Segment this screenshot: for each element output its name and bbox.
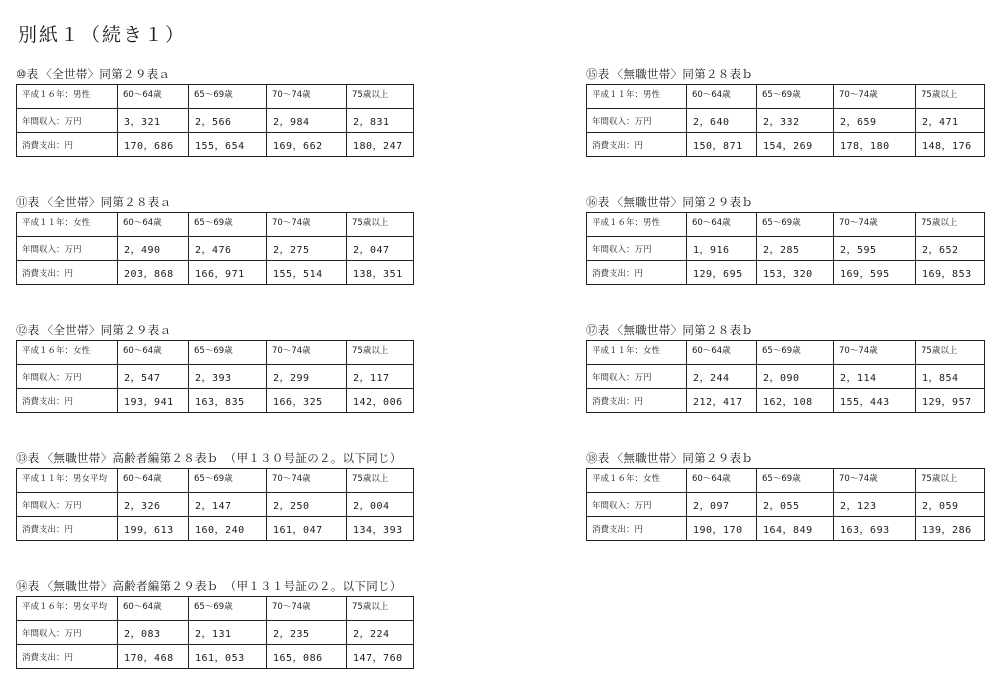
table-cell: 2，285 bbox=[757, 237, 834, 261]
row-label: 消費支出：円 bbox=[587, 133, 687, 157]
table-cell: 2，244 bbox=[687, 365, 757, 389]
table-cell: 170，468 bbox=[118, 645, 189, 669]
table-cell: 155，654 bbox=[189, 133, 267, 157]
data-table bbox=[16, 340, 414, 413]
table-cell: 1，854 bbox=[916, 365, 985, 389]
table-title: 〈全世帯〉同第２８表ａ bbox=[41, 195, 172, 209]
header-cell: 75歳以上 bbox=[347, 469, 414, 493]
table-cell: 165，086 bbox=[267, 645, 347, 669]
table-row bbox=[587, 365, 985, 389]
header-cell: 65～69歳 bbox=[189, 213, 267, 237]
table-header-row bbox=[17, 213, 414, 237]
table-caption bbox=[586, 450, 985, 466]
row-label: 消費支出：円 bbox=[17, 645, 118, 669]
table-cell: 155，514 bbox=[267, 261, 347, 285]
table-cell: 160，240 bbox=[189, 517, 267, 541]
table-cell: 2，047 bbox=[347, 237, 414, 261]
table-cell: 2，250 bbox=[267, 493, 347, 517]
table-caption bbox=[586, 194, 985, 210]
table-block-16 bbox=[586, 194, 985, 285]
table-caption bbox=[16, 450, 414, 466]
header-cell: 60～64歳 bbox=[687, 213, 757, 237]
data-table bbox=[16, 596, 414, 669]
table-cell: 2，984 bbox=[267, 109, 347, 133]
table-cell: 2，547 bbox=[118, 365, 189, 389]
table-cell: 169，853 bbox=[916, 261, 985, 285]
header-cell: 60～64歳 bbox=[687, 85, 757, 109]
data-table bbox=[586, 84, 985, 157]
data-table bbox=[16, 84, 414, 157]
header-cell: 70～74歳 bbox=[267, 469, 347, 493]
table-cell: 2，224 bbox=[347, 621, 414, 645]
table-cell: 2，147 bbox=[189, 493, 267, 517]
table-cell: 2，471 bbox=[916, 109, 985, 133]
table-cell: 193，941 bbox=[118, 389, 189, 413]
table-row bbox=[587, 493, 985, 517]
header-cell: 70～74歳 bbox=[834, 341, 916, 365]
row-label: 消費支出：円 bbox=[17, 389, 118, 413]
table-caption bbox=[586, 322, 985, 338]
row-label: 年間収入：万円 bbox=[17, 237, 118, 261]
table-cell: 2，123 bbox=[834, 493, 916, 517]
header-cell: 70～74歳 bbox=[834, 85, 916, 109]
header-cell: 平成１６年：男性 bbox=[17, 85, 118, 109]
table-cell: 2，090 bbox=[757, 365, 834, 389]
header-cell: 75歳以上 bbox=[916, 341, 985, 365]
table-cell: 1，916 bbox=[687, 237, 757, 261]
table-row bbox=[17, 133, 414, 157]
table-row bbox=[587, 237, 985, 261]
table-block-14 bbox=[16, 578, 414, 669]
header-cell: 60～64歳 bbox=[118, 85, 189, 109]
table-header-row bbox=[587, 213, 985, 237]
table-cell: 163，835 bbox=[189, 389, 267, 413]
table-cell: 2，083 bbox=[118, 621, 189, 645]
header-cell: 平成１１年：男女平均 bbox=[17, 469, 118, 493]
table-caption bbox=[16, 578, 414, 594]
header-cell: 70～74歳 bbox=[267, 213, 347, 237]
table-cell: 2，004 bbox=[347, 493, 414, 517]
table-number: ⑭表 bbox=[16, 579, 40, 593]
table-header-row bbox=[587, 341, 985, 365]
header-cell: 60～64歳 bbox=[687, 341, 757, 365]
table-cell: 170，686 bbox=[118, 133, 189, 157]
table-cell: 2，659 bbox=[834, 109, 916, 133]
header-cell: 平成１１年：女性 bbox=[17, 213, 118, 237]
header-cell: 70～74歳 bbox=[267, 85, 347, 109]
table-row bbox=[17, 517, 414, 541]
header-cell: 75歳以上 bbox=[347, 85, 414, 109]
table-caption bbox=[16, 322, 414, 338]
table-caption bbox=[586, 66, 985, 82]
table-cell: 162，108 bbox=[757, 389, 834, 413]
table-row bbox=[587, 389, 985, 413]
table-title: 〈無職世帯〉同第２８表ｂ bbox=[611, 323, 754, 337]
table-block-12 bbox=[16, 322, 414, 413]
table-cell: 2，117 bbox=[347, 365, 414, 389]
table-title: 〈無職世帯〉高齢者編第２８表ｂ （甲１３０号証の２。以下同じ） bbox=[41, 451, 402, 465]
header-cell: 60～64歳 bbox=[118, 341, 189, 365]
data-table bbox=[16, 212, 414, 285]
header-cell: 60～64歳 bbox=[118, 213, 189, 237]
table-block-10 bbox=[16, 66, 414, 157]
table-title: 〈全世帯〉同第２９表ａ bbox=[40, 67, 171, 81]
table-row bbox=[17, 261, 414, 285]
table-row bbox=[17, 365, 414, 389]
header-cell: 平成１１年：男性 bbox=[587, 85, 687, 109]
table-block-17 bbox=[586, 322, 985, 413]
table-row bbox=[587, 109, 985, 133]
table-cell: 2，097 bbox=[687, 493, 757, 517]
table-cell: 2，595 bbox=[834, 237, 916, 261]
table-row bbox=[17, 389, 414, 413]
table-block-11 bbox=[16, 194, 414, 285]
header-cell: 65～69歳 bbox=[189, 469, 267, 493]
table-number: ⑮表 bbox=[586, 67, 610, 81]
header-cell: 75歳以上 bbox=[347, 341, 414, 365]
table-number: ⑫表 bbox=[16, 323, 40, 337]
header-cell: 70～74歳 bbox=[267, 341, 347, 365]
table-cell: 169，595 bbox=[834, 261, 916, 285]
table-number: ⑪表 bbox=[16, 195, 40, 209]
table-cell: 2，831 bbox=[347, 109, 414, 133]
header-cell: 60～64歳 bbox=[687, 469, 757, 493]
table-cell: 148，176 bbox=[916, 133, 985, 157]
row-label: 年間収入：万円 bbox=[17, 493, 118, 517]
row-label: 年間収入：万円 bbox=[587, 109, 687, 133]
table-cell: 2，332 bbox=[757, 109, 834, 133]
row-label: 年間収入：万円 bbox=[17, 109, 118, 133]
table-header-row bbox=[17, 85, 414, 109]
header-cell: 65～69歳 bbox=[757, 213, 834, 237]
table-cell: 2，652 bbox=[916, 237, 985, 261]
table-cell: 166，971 bbox=[189, 261, 267, 285]
table-cell: 3，321 bbox=[118, 109, 189, 133]
table-row bbox=[587, 133, 985, 157]
table-header-row bbox=[17, 469, 414, 493]
table-cell: 161，053 bbox=[189, 645, 267, 669]
table-caption bbox=[16, 194, 414, 210]
table-cell: 2，131 bbox=[189, 621, 267, 645]
table-row bbox=[17, 109, 414, 133]
table-cell: 164，849 bbox=[757, 517, 834, 541]
table-cell: 2，114 bbox=[834, 365, 916, 389]
table-cell: 2，490 bbox=[118, 237, 189, 261]
table-cell: 138，351 bbox=[347, 261, 414, 285]
table-number: ⑯表 bbox=[586, 195, 610, 209]
table-cell: 150，871 bbox=[687, 133, 757, 157]
table-header-row bbox=[17, 597, 414, 621]
header-cell: 65～69歳 bbox=[189, 341, 267, 365]
table-cell: 2，566 bbox=[189, 109, 267, 133]
table-title: 〈無職世帯〉高齢者編第２９表ｂ （甲１３１号証の２。以下同じ） bbox=[41, 579, 402, 593]
table-cell: 178，180 bbox=[834, 133, 916, 157]
table-cell: 2，326 bbox=[118, 493, 189, 517]
header-cell: 平成１６年：女性 bbox=[587, 469, 687, 493]
row-label: 消費支出：円 bbox=[587, 261, 687, 285]
table-row bbox=[587, 517, 985, 541]
header-cell: 65～69歳 bbox=[757, 469, 834, 493]
table-cell: 155，443 bbox=[834, 389, 916, 413]
table-cell: 2，476 bbox=[189, 237, 267, 261]
row-label: 年間収入：万円 bbox=[587, 365, 687, 389]
table-cell: 2，235 bbox=[267, 621, 347, 645]
table-cell: 190，170 bbox=[687, 517, 757, 541]
header-cell: 65～69歳 bbox=[189, 597, 267, 621]
table-cell: 129，695 bbox=[687, 261, 757, 285]
header-cell: 65～69歳 bbox=[757, 341, 834, 365]
header-cell: 70～74歳 bbox=[834, 213, 916, 237]
table-cell: 163，693 bbox=[834, 517, 916, 541]
page-title: 別紙１（続き１） bbox=[18, 24, 187, 46]
row-label: 年間収入：万円 bbox=[587, 493, 687, 517]
header-cell: 75歳以上 bbox=[916, 85, 985, 109]
table-cell: 129，957 bbox=[916, 389, 985, 413]
table-header-row bbox=[587, 85, 985, 109]
header-cell: 75歳以上 bbox=[916, 213, 985, 237]
header-cell: 60～64歳 bbox=[118, 469, 189, 493]
table-cell: 139，286 bbox=[916, 517, 985, 541]
table-row bbox=[17, 621, 414, 645]
row-label: 年間収入：万円 bbox=[17, 621, 118, 645]
header-cell: 60～64歳 bbox=[118, 597, 189, 621]
table-header-row bbox=[17, 341, 414, 365]
row-label: 消費支出：円 bbox=[587, 517, 687, 541]
header-cell: 65～69歳 bbox=[189, 85, 267, 109]
table-title: 〈無職世帯〉同第２９表ｂ bbox=[611, 451, 754, 465]
data-table bbox=[586, 340, 985, 413]
header-cell: 平成１６年：男女平均 bbox=[17, 597, 118, 621]
table-cell: 2，059 bbox=[916, 493, 985, 517]
table-cell: 134，393 bbox=[347, 517, 414, 541]
table-number: ⑱表 bbox=[586, 451, 610, 465]
header-cell: 平成１１年：女性 bbox=[587, 341, 687, 365]
table-cell: 2，275 bbox=[267, 237, 347, 261]
table-cell: 2，299 bbox=[267, 365, 347, 389]
table-cell: 142，006 bbox=[347, 389, 414, 413]
table-number: ⑩表 bbox=[16, 67, 39, 81]
table-cell: 2，393 bbox=[189, 365, 267, 389]
row-label: 年間収入：万円 bbox=[587, 237, 687, 261]
table-block-18 bbox=[586, 450, 985, 541]
table-cell: 153，320 bbox=[757, 261, 834, 285]
header-cell: 75歳以上 bbox=[916, 469, 985, 493]
row-label: 年間収入：万円 bbox=[17, 365, 118, 389]
table-title: 〈全世帯〉同第２９表ａ bbox=[41, 323, 172, 337]
data-table bbox=[16, 468, 414, 541]
header-cell: 75歳以上 bbox=[347, 213, 414, 237]
table-caption bbox=[16, 66, 414, 82]
data-table bbox=[586, 468, 985, 541]
table-number: ⑰表 bbox=[586, 323, 610, 337]
table-cell: 199，613 bbox=[118, 517, 189, 541]
header-cell: 平成１６年：女性 bbox=[17, 341, 118, 365]
table-number: ⑬表 bbox=[16, 451, 40, 465]
table-cell: 2，055 bbox=[757, 493, 834, 517]
table-row bbox=[587, 261, 985, 285]
row-label: 消費支出：円 bbox=[17, 517, 118, 541]
table-cell: 180，247 bbox=[347, 133, 414, 157]
table-title: 〈無職世帯〉同第２８表ｂ bbox=[611, 67, 754, 81]
header-cell: 平成１６年：男性 bbox=[587, 213, 687, 237]
header-cell: 75歳以上 bbox=[347, 597, 414, 621]
table-cell: 166，325 bbox=[267, 389, 347, 413]
table-cell: 147，760 bbox=[347, 645, 414, 669]
data-table bbox=[586, 212, 985, 285]
table-header-row bbox=[587, 469, 985, 493]
table-block-13 bbox=[16, 450, 414, 541]
row-label: 消費支出：円 bbox=[17, 261, 118, 285]
table-title: 〈無職世帯〉同第２９表ｂ bbox=[611, 195, 754, 209]
row-label: 消費支出：円 bbox=[17, 133, 118, 157]
row-label: 消費支出：円 bbox=[587, 389, 687, 413]
table-row bbox=[17, 493, 414, 517]
table-cell: 161，047 bbox=[267, 517, 347, 541]
table-cell: 203，868 bbox=[118, 261, 189, 285]
table-cell: 212，417 bbox=[687, 389, 757, 413]
header-cell: 65～69歳 bbox=[757, 85, 834, 109]
table-row bbox=[17, 645, 414, 669]
table-block-15 bbox=[586, 66, 985, 157]
table-cell: 154，269 bbox=[757, 133, 834, 157]
table-row bbox=[17, 237, 414, 261]
table-cell: 169，662 bbox=[267, 133, 347, 157]
header-cell: 70～74歳 bbox=[834, 469, 916, 493]
table-cell: 2，640 bbox=[687, 109, 757, 133]
header-cell: 70～74歳 bbox=[267, 597, 347, 621]
